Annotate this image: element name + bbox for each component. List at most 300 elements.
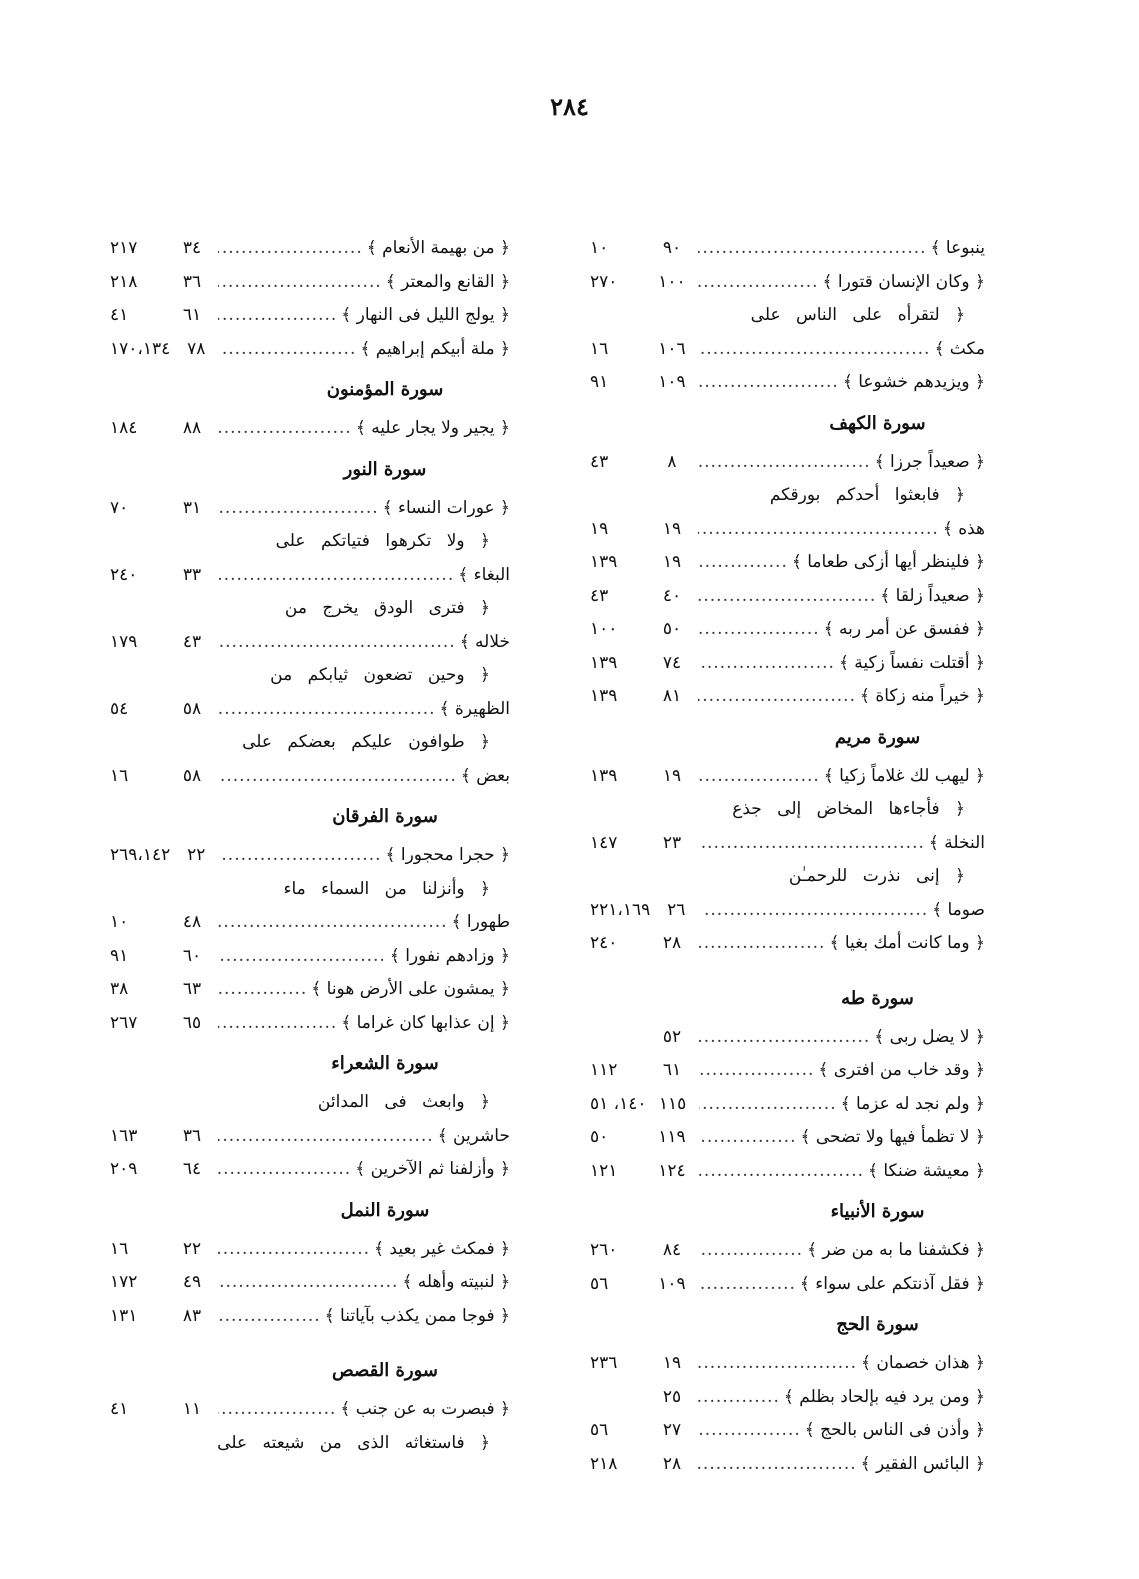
index-entry xyxy=(590,1347,985,1381)
index-entry-continuation: ﴿ وابعث فى المدائن xyxy=(317,1092,490,1112)
verse-number: ٦٤ xyxy=(182,1159,202,1179)
leader-dots xyxy=(218,906,452,940)
index-entry xyxy=(110,559,510,593)
entry-phrase: خلاله ﴾ xyxy=(459,631,510,652)
surah-heading: سورة الشعراء xyxy=(331,1053,439,1074)
index-entry xyxy=(110,1300,510,1334)
index-entry xyxy=(590,1414,985,1448)
entry-phrase-cell xyxy=(698,266,985,300)
entry-phrase-cell xyxy=(698,760,985,794)
verse-number: ٢٨ xyxy=(662,1453,682,1474)
verse-number: ١٩ xyxy=(662,552,682,572)
entry-phrase: ﴿ وأذن فى الناس بالحج ﴾ xyxy=(804,1420,985,1440)
entry-phrase-cell xyxy=(698,1414,985,1448)
index-entry xyxy=(110,1007,510,1041)
entry-phrase: ﴿ فوجا ممن يكذب بآياتنا ﴾ xyxy=(324,1305,510,1326)
entry-phrase: ﴿ حجرا محجورا ﴾ xyxy=(385,845,510,865)
entry-phrase-cell xyxy=(699,1088,985,1122)
page-references: ٢٦٩،١٤٢ xyxy=(110,845,171,865)
index-entry-continuation: ﴿ وحين تضعون ثيابكم من xyxy=(270,665,490,685)
entry-phrase: ﴿ فمكث غير بعيد ﴾ xyxy=(374,1238,510,1259)
entry-phrase: هذه ﴾ xyxy=(942,518,985,539)
leader-dots xyxy=(218,232,367,266)
entry-phrase-cell xyxy=(698,1155,985,1189)
page-references: ٢٣٦ xyxy=(590,1353,618,1373)
index-entry xyxy=(590,613,985,647)
page-references: ٩١ xyxy=(590,372,609,392)
index-entry xyxy=(110,492,510,526)
verse-number: ٢٧ xyxy=(662,1420,682,1440)
leader-dots xyxy=(698,647,839,681)
verse-number: ٦٥ xyxy=(182,1012,202,1033)
index-entry xyxy=(590,1054,985,1088)
page-references: ١٣٩ xyxy=(590,765,618,786)
leader-dots xyxy=(698,1234,807,1268)
entry-phrase-cell xyxy=(218,1233,510,1267)
entry-phrase-cell xyxy=(218,1120,510,1154)
page-references: ١٧٢ xyxy=(110,1272,138,1292)
verse-number: ١٢٤ xyxy=(658,1160,686,1181)
surah-heading: سورة طه xyxy=(841,987,914,1009)
entry-phrase: ﴿ البائس الفقير ﴾ xyxy=(860,1453,985,1474)
index-entry xyxy=(590,446,985,480)
index-entry xyxy=(590,1268,985,1302)
index-entry-continuation: ﴿ فأجاءها المخاض إلى جذع xyxy=(732,799,965,819)
page-references: ١٦٣ xyxy=(110,1125,138,1146)
verse-number: ٦١ xyxy=(182,305,202,325)
surah-heading: سورة القصص xyxy=(331,1360,439,1381)
page-references: ١٧٩ xyxy=(110,631,138,652)
page-references: ١٦ xyxy=(590,338,609,359)
verse-number: ٨٨ xyxy=(182,418,202,438)
entry-phrase-cell xyxy=(698,1054,985,1088)
entry-phrase-cell xyxy=(698,1234,985,1268)
verse-number: ٣١ xyxy=(182,497,202,518)
leader-dots xyxy=(222,333,360,367)
page-references: ١٢١ xyxy=(590,1160,618,1181)
verse-number: ٢٥ xyxy=(662,1386,682,1407)
index-entry xyxy=(110,1120,510,1154)
surah-heading: سورة المؤمنون xyxy=(326,379,444,400)
entry-phrase-cell xyxy=(698,513,985,547)
leader-dots xyxy=(698,1448,861,1482)
verse-number: ٤٣ xyxy=(182,631,202,652)
entry-phrase-cell xyxy=(218,1300,510,1334)
page-references: ١٠ xyxy=(110,912,129,932)
verse-number: ٤٩ xyxy=(182,1272,202,1292)
surah-heading: سورة النمل xyxy=(340,1199,430,1221)
index-entry xyxy=(110,1266,510,1300)
entry-phrase-cell xyxy=(702,894,985,928)
page-number: ٢٨٤ xyxy=(550,92,589,121)
page-references: ١٠ xyxy=(590,238,609,258)
entry-phrase: ﴿ من بهيمة الأنعام ﴾ xyxy=(366,238,510,258)
index-entry xyxy=(590,927,985,961)
index-entry xyxy=(110,1153,510,1187)
index-entry xyxy=(590,366,985,400)
index-entry xyxy=(590,232,985,266)
verse-number: ٢٢ xyxy=(187,845,206,865)
page-references: ٥٤ xyxy=(110,698,129,719)
entry-phrase: النخلة ﴾ xyxy=(928,832,985,853)
page-references: ١٣٩ xyxy=(590,686,618,706)
index-entry-continuation: ﴿ فترى الودق يخرج من xyxy=(284,598,490,618)
entry-phrase: ﴿ ففسق عن أمر ربه ﴾ xyxy=(823,619,985,639)
entry-phrase-cell xyxy=(698,1448,985,1482)
verse-number: ٣٣ xyxy=(182,564,202,585)
entry-phrase: ﴿ معيشة ضنكا ﴾ xyxy=(868,1160,985,1181)
verse-number: ٥٢ xyxy=(662,1026,682,1047)
entry-phrase-cell xyxy=(218,559,510,593)
page-references: ٢٦٧ xyxy=(110,1012,138,1033)
index-entry xyxy=(110,232,510,266)
entry-phrase-cell xyxy=(218,232,510,266)
entry-phrase-cell xyxy=(698,232,985,266)
index-entry xyxy=(110,839,510,873)
index-entry xyxy=(590,1155,985,1189)
entry-phrase-cell xyxy=(698,333,985,367)
entry-phrase: ﴿ وكان الإنسان قتورا ﴾ xyxy=(822,271,985,292)
entry-phrase-cell xyxy=(218,412,510,446)
index-entry xyxy=(590,1121,985,1155)
leader-dots xyxy=(698,1414,805,1448)
leader-dots xyxy=(698,1381,784,1415)
entry-phrase: ﴿ يولج الليل فى النهار ﴾ xyxy=(341,305,510,325)
verse-number: ١٠٠ xyxy=(658,271,686,292)
page-references: ٩١ xyxy=(110,945,129,966)
page-references: ١٣٩ xyxy=(590,652,618,673)
verse-number: ١٩ xyxy=(662,1353,682,1373)
index-entry xyxy=(590,894,985,928)
index-entry xyxy=(110,940,510,974)
index-entry xyxy=(110,266,510,300)
entry-phrase-cell xyxy=(698,927,985,961)
entry-phrase-cell xyxy=(218,760,510,794)
entry-phrase-cell xyxy=(698,647,985,681)
entry-phrase: ﴿ ولم نجد له عزما ﴾ xyxy=(840,1093,985,1114)
leader-dots xyxy=(698,266,823,300)
entry-phrase-cell xyxy=(698,1121,985,1155)
entry-phrase-cell xyxy=(698,546,985,580)
page-references: ٢٢١،١٦٩ xyxy=(590,899,651,920)
index-entry xyxy=(590,580,985,614)
page-references: ٢٤٠ xyxy=(110,564,138,585)
page-references: ١٣٩ xyxy=(590,552,618,572)
entry-phrase-cell xyxy=(222,333,510,367)
surah-heading: سورة الفرقان xyxy=(332,806,438,827)
entry-phrase-cell xyxy=(698,580,985,614)
verse-number: ١٩ xyxy=(662,518,682,539)
entry-phrase: ﴿ يجير ولا يجار عليه ﴾ xyxy=(355,418,510,438)
index-entry xyxy=(590,1234,985,1268)
leader-dots xyxy=(698,927,829,961)
entry-phrase: ﴿ فبصرت به عن جنب ﴾ xyxy=(340,1399,510,1419)
entry-phrase-cell xyxy=(698,827,985,861)
page-references: ١٤٧ xyxy=(590,832,618,853)
entry-phrase-cell xyxy=(698,680,985,714)
leader-dots xyxy=(698,513,943,547)
entry-phrase-cell xyxy=(218,492,510,526)
entry-phrase: ﴿ إن عذابها كان غراما ﴾ xyxy=(341,1012,510,1033)
entry-phrase-cell xyxy=(698,1268,985,1302)
entry-phrase-cell xyxy=(222,839,510,873)
leader-dots xyxy=(218,492,383,526)
leader-dots xyxy=(218,693,440,727)
verse-number: ٢٨ xyxy=(662,933,682,953)
index-column-left xyxy=(110,232,510,1460)
entry-phrase-cell xyxy=(218,693,510,727)
section-spacer xyxy=(110,1333,510,1347)
verse-number: ٥٠ xyxy=(662,619,682,639)
verse-number: ٦٠ xyxy=(182,945,202,966)
page-references: ١٧٠،١٣٤ xyxy=(110,338,171,359)
entry-phrase-cell xyxy=(698,1021,985,1055)
leader-dots xyxy=(218,1233,374,1267)
entry-phrase: صوما ﴾ xyxy=(932,899,985,920)
entry-phrase: ﴿ ليهب لك غلاماً زكيا ﴾ xyxy=(823,765,985,786)
index-entry xyxy=(110,1233,510,1267)
index-entry-continuation: ﴿ لتقرأه على الناس على xyxy=(750,305,965,325)
index-entry xyxy=(110,906,510,940)
entry-phrase: ﴿ عورات النساء ﴾ xyxy=(382,497,510,518)
verse-number: ١٩ xyxy=(662,765,682,786)
entry-phrase: ﴿ أقتلت نفساً زكية ﴾ xyxy=(838,652,985,673)
page-references: ٣٨ xyxy=(110,979,129,999)
index-entry xyxy=(590,513,985,547)
index-entry xyxy=(590,266,985,300)
index-entry xyxy=(590,647,985,681)
surah-heading: سورة مريم xyxy=(834,726,921,748)
entry-phrase: ﴿ وقد خاب من افترى ﴾ xyxy=(818,1060,985,1080)
index-entry xyxy=(110,299,510,333)
leader-dots xyxy=(698,1021,874,1055)
entry-phrase: بعض ﴾ xyxy=(460,765,510,786)
leader-dots xyxy=(702,894,932,928)
leader-dots xyxy=(218,1266,402,1300)
entry-phrase-cell xyxy=(698,1381,985,1415)
entry-phrase: ﴿ صعيداً جرزا ﴾ xyxy=(874,451,985,472)
verse-number: ٤٨ xyxy=(182,912,202,932)
surah-heading: سورة النور xyxy=(343,458,427,480)
entry-phrase: ﴿ ومن يرد فيه بإلحاد بظلم ﴾ xyxy=(783,1386,985,1407)
page-references: ١٣١ xyxy=(110,1305,138,1326)
verse-number: ٣٦ xyxy=(182,1125,202,1146)
page-references: ٢٤٠ xyxy=(590,933,618,953)
entry-phrase: البغاء ﴾ xyxy=(458,564,510,585)
page-references: ٢١٨ xyxy=(590,1453,618,1474)
leader-dots xyxy=(218,299,341,333)
index-entry xyxy=(590,827,985,861)
verse-number: ١٠٦ xyxy=(658,338,686,359)
leader-dots xyxy=(218,626,460,660)
page-references: ٧٠ xyxy=(110,497,129,518)
leader-dots xyxy=(698,613,824,647)
verse-number: ١٠٩ xyxy=(658,1273,686,1294)
surah-heading: سورة الحج xyxy=(836,1314,919,1335)
leader-dots xyxy=(218,266,386,300)
entry-phrase-cell xyxy=(218,266,510,300)
entry-phrase: ينبوعا ﴾ xyxy=(930,238,985,258)
index-column-right xyxy=(590,232,985,1481)
entry-phrase: ﴿ لنبيته وأهله ﴾ xyxy=(402,1272,510,1292)
entry-phrase: ﴿ القانع والمعتر ﴾ xyxy=(385,271,510,292)
leader-dots xyxy=(218,412,356,446)
page-references: ٤١ xyxy=(110,305,129,325)
verse-number: ٢٣ xyxy=(662,832,682,853)
page-references: ٢١٧ xyxy=(110,238,138,258)
leader-dots xyxy=(218,1153,355,1187)
verse-number: ١١٥ xyxy=(658,1093,687,1114)
entry-phrase: ﴿ وما كانت أمك بغيا ﴾ xyxy=(829,933,985,953)
entry-phrase: ﴿ لا يضل ربى ﴾ xyxy=(874,1026,985,1047)
index-entry xyxy=(590,680,985,714)
entry-phrase: مكث ﴾ xyxy=(934,338,985,359)
page-references: ٢٧٠ xyxy=(590,271,618,292)
leader-dots xyxy=(698,1347,861,1381)
entry-phrase: ﴿ فقل آذنتكم على سواء ﴾ xyxy=(799,1273,985,1294)
entry-phrase: ﴿ هذان خصمان ﴾ xyxy=(861,1353,985,1373)
leader-dots xyxy=(698,366,843,400)
index-entry xyxy=(590,1381,985,1415)
verse-number: ٨ xyxy=(667,451,677,472)
leader-dots xyxy=(698,1121,800,1155)
leader-dots xyxy=(222,839,385,873)
verse-number: ٨٤ xyxy=(662,1240,682,1260)
entry-phrase: ﴿ صعيداً زلقا ﴾ xyxy=(880,585,985,606)
entry-phrase-cell xyxy=(218,1007,510,1041)
entry-phrase: الظهيرة ﴾ xyxy=(439,698,510,719)
leader-dots xyxy=(699,1088,841,1122)
entry-phrase-cell xyxy=(698,1347,985,1381)
index-entry xyxy=(110,1393,510,1427)
page-references: ١٠٠ xyxy=(590,619,618,639)
entry-phrase-cell xyxy=(218,299,510,333)
page-references: ٤١ xyxy=(110,1399,129,1419)
index-entry xyxy=(110,973,510,1007)
entry-phrase: طهورا ﴾ xyxy=(451,912,510,932)
index-entry xyxy=(590,760,985,794)
index-entry-continuation: ﴿ فابعثوا أحدكم بورقكم xyxy=(769,485,965,505)
index-entry-continuation: ﴿ فاستغاثه الذى من شيعته على xyxy=(217,1432,490,1453)
entry-phrase: ﴿ فكشفنا ما به من ضر ﴾ xyxy=(807,1240,985,1260)
page-references: ١٦ xyxy=(110,1238,129,1259)
verse-number: ٢٦ xyxy=(667,899,686,920)
index-entry xyxy=(590,1021,985,1055)
entry-phrase-cell xyxy=(218,1153,510,1187)
verse-number: ١١ xyxy=(182,1399,202,1419)
verse-number: ٥٨ xyxy=(182,765,202,786)
page-references: ٢٠٩ xyxy=(110,1159,138,1179)
index-entry-continuation: ﴿ ولا تكرهوا فتياتكم على xyxy=(275,531,490,551)
entry-phrase: ﴿ فلينظر أيها أزكى طعاما ﴾ xyxy=(791,552,985,572)
verse-number: ٤٠ xyxy=(662,585,682,606)
entry-phrase-cell xyxy=(218,940,510,974)
surah-heading: سورة الكهف xyxy=(829,412,926,434)
entry-phrase: ﴿ ويزيدهم خشوعا ﴾ xyxy=(842,372,985,392)
index-entry xyxy=(110,760,510,794)
leader-dots xyxy=(218,559,458,593)
index-entry-continuation: ﴿ طوافون عليكم بعضكم على xyxy=(242,732,490,752)
verse-number: ٥٨ xyxy=(182,698,202,719)
entry-phrase: حاشرين ﴾ xyxy=(437,1125,510,1146)
entry-phrase-cell xyxy=(698,366,985,400)
index-entry xyxy=(110,626,510,660)
leader-dots xyxy=(698,760,824,794)
verse-number: ٧٤ xyxy=(662,652,682,673)
page-references: ٤٣ xyxy=(590,585,609,606)
leader-dots xyxy=(698,827,929,861)
verse-number: ٦١ xyxy=(662,1060,682,1080)
page-references: ١٤٠، ٥١ xyxy=(590,1093,647,1114)
index-entry xyxy=(590,546,985,580)
entry-phrase: ﴿ ملة أبيكم إبراهيم ﴾ xyxy=(360,338,510,359)
leader-dots xyxy=(218,1120,438,1154)
page-references: ١٦ xyxy=(110,765,129,786)
page-references: ٤٣ xyxy=(590,451,609,472)
surah-heading: سورة الأنبياء xyxy=(830,1201,925,1222)
leader-dots xyxy=(698,1054,818,1088)
page-references: ٢٦٠ xyxy=(590,1240,618,1260)
leader-dots xyxy=(698,1155,868,1189)
entry-phrase: ﴿ وأزلفنا ثم الآخرين ﴾ xyxy=(355,1159,510,1179)
verse-number: ٦٣ xyxy=(182,979,202,999)
index-entry-continuation: ﴿ وأنزلنا من السماء ماء xyxy=(283,878,490,899)
verse-number: ٨١ xyxy=(662,686,682,706)
page-references: ٥٦ xyxy=(590,1420,609,1440)
index-entry-continuation: ﴿ إنى نذرت للرحمـٰن xyxy=(788,866,965,886)
entry-phrase-cell xyxy=(698,613,985,647)
page-references: ١٩ xyxy=(590,518,609,539)
verse-number: ٨٣ xyxy=(182,1305,202,1326)
entry-phrase-cell xyxy=(218,1393,510,1427)
index-entry xyxy=(590,1088,985,1122)
leader-dots xyxy=(698,333,934,367)
leader-dots xyxy=(698,232,931,266)
entry-phrase-cell xyxy=(218,626,510,660)
verse-number: ٩٠ xyxy=(662,238,682,258)
verse-number: ٣٦ xyxy=(182,271,202,292)
verse-number: ٣٤ xyxy=(182,238,202,258)
leader-dots xyxy=(698,1268,800,1302)
entry-phrase-cell xyxy=(698,446,985,480)
index-entry xyxy=(590,333,985,367)
entry-phrase: ﴿ يمشون على الأرض هونا ﴾ xyxy=(311,979,510,999)
verse-number: ٢٢ xyxy=(182,1238,202,1259)
page-references: ٢١٨ xyxy=(110,271,138,292)
leader-dots xyxy=(698,446,875,480)
leader-dots xyxy=(218,940,390,974)
entry-phrase-cell xyxy=(218,973,510,1007)
page-references: ١١٢ xyxy=(590,1060,618,1080)
section-spacer xyxy=(590,961,985,975)
entry-phrase-cell xyxy=(218,906,510,940)
index-entry xyxy=(110,412,510,446)
index-entry xyxy=(110,693,510,727)
index-entry xyxy=(110,333,510,367)
index-entry xyxy=(590,1448,985,1482)
verse-number: ٧٨ xyxy=(187,338,206,359)
verse-number: ١٠٩ xyxy=(658,372,686,392)
leader-dots xyxy=(218,1300,325,1334)
page-references: ١٨٤ xyxy=(110,418,138,438)
leader-dots xyxy=(698,580,880,614)
leader-dots xyxy=(218,973,311,1007)
entry-phrase: ﴿ خيراً منه زكاة ﴾ xyxy=(859,686,985,706)
leader-dots xyxy=(218,1393,340,1427)
leader-dots xyxy=(698,546,792,580)
leader-dots xyxy=(698,680,860,714)
page-references: ٥٠ xyxy=(590,1127,609,1147)
